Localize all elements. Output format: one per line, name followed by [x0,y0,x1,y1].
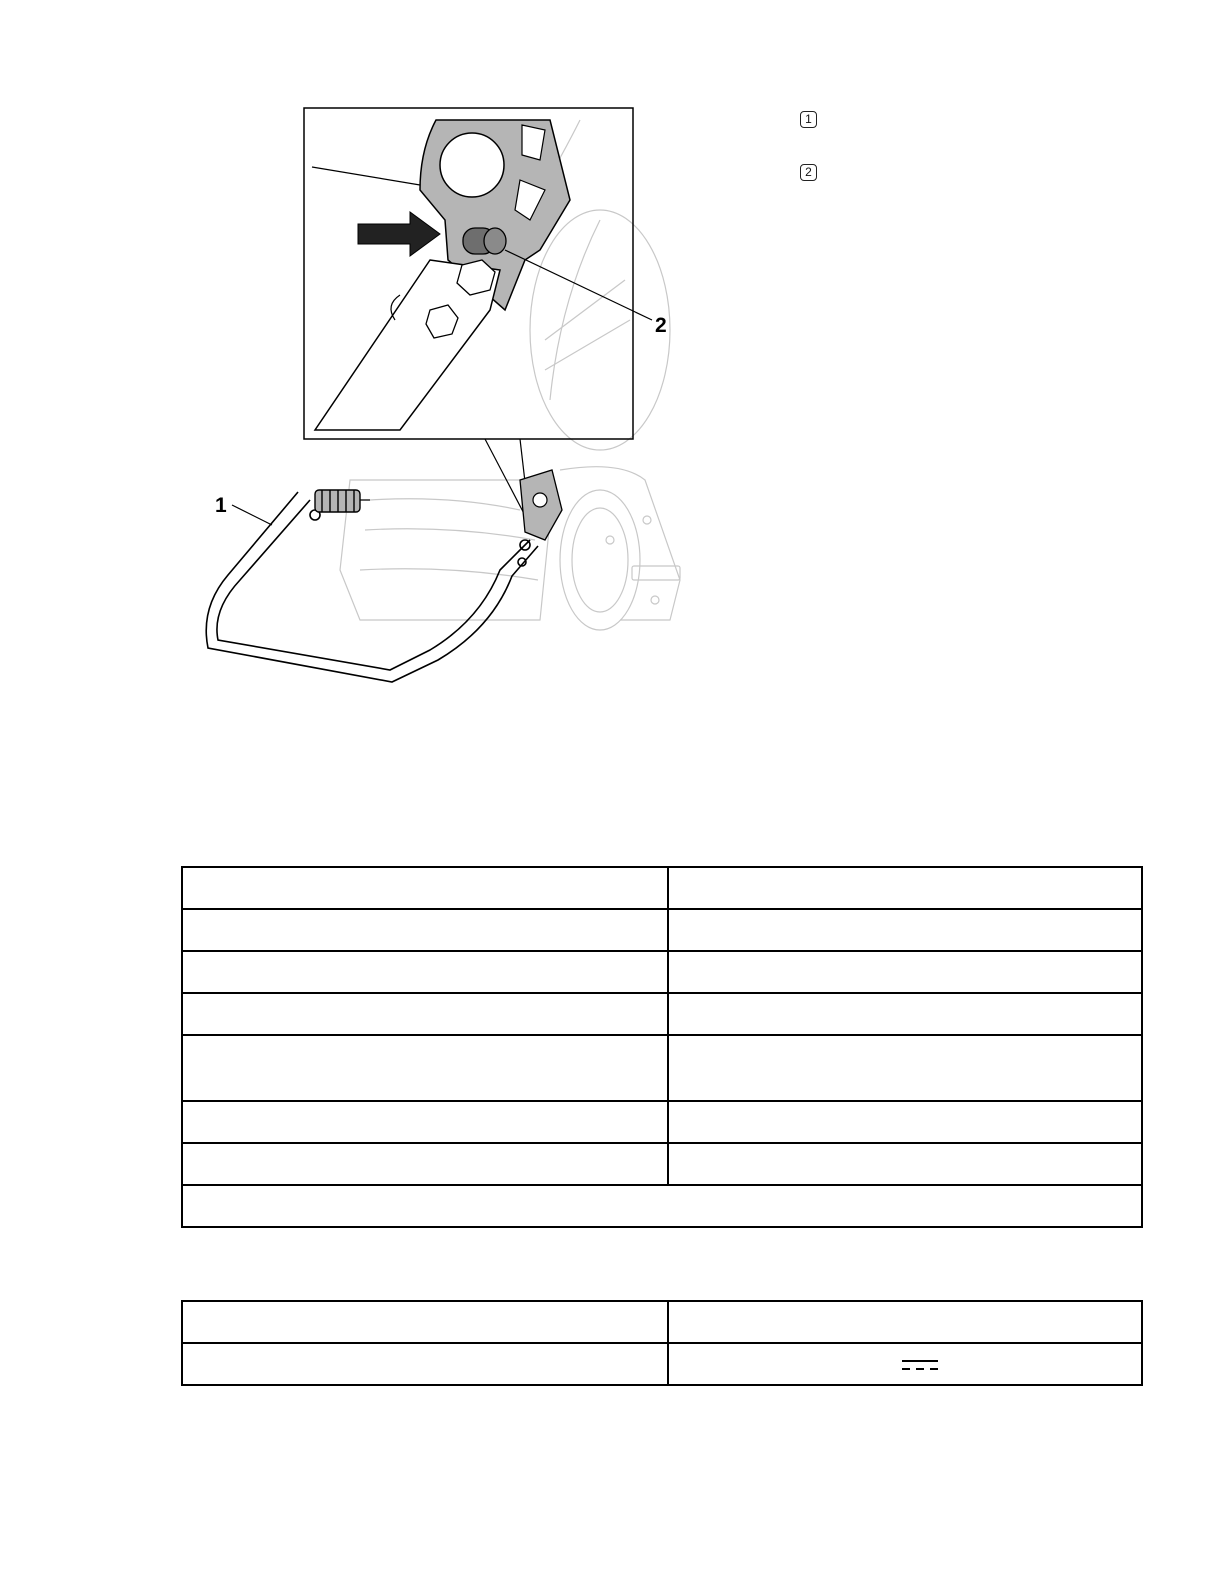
table-cell [668,1101,1142,1143]
table-row [182,1143,1142,1185]
table-cell-symbol [668,1343,1142,1385]
table-cell [182,993,668,1035]
table-footer-row [182,1185,1142,1227]
table-row [182,867,1142,909]
specifications-table [181,866,1143,1228]
table-cell [668,1143,1142,1185]
push-arrow-icon [358,212,440,256]
table-row [182,1301,1142,1343]
table-cell [182,1343,668,1385]
table-row [182,993,1142,1035]
table-footer-cell [182,1185,1142,1227]
electrical-table [181,1300,1143,1386]
table-row [182,1343,1142,1385]
table-cell [182,1035,668,1101]
table-cell [668,1035,1142,1101]
kickstand-bar [206,492,538,682]
table-cell [668,867,1142,909]
table-row [182,909,1142,951]
leader-line-1-inset [312,167,420,185]
table-cell [668,951,1142,993]
table-row [182,951,1142,993]
inset-arm [315,260,500,430]
legend-badge-2: 2 [800,164,817,181]
table-cell [668,1301,1142,1343]
table-cell [668,909,1142,951]
leader-line-1 [232,505,272,525]
figure [200,100,700,700]
callout-2: 2 [655,314,667,337]
table-cell [182,909,668,951]
table-row [182,1035,1142,1101]
spring [315,490,360,512]
pin-icon [463,228,506,254]
side-bracket [520,470,562,540]
table-row [182,1101,1142,1143]
table-cell [668,993,1142,1035]
callout-1: 1 [215,494,227,517]
legend-item [800,106,1100,132]
table-cell [182,951,668,993]
figure-drawing [200,100,700,700]
leader-line-2 [505,250,652,320]
table-cell [182,1301,668,1343]
dc-current-symbol-icon [901,1358,939,1372]
table-cell [182,867,668,909]
legend-badge-1: 1 [800,111,817,128]
legend-item [800,159,1100,185]
table-cell [182,1101,668,1143]
table-cell [182,1143,668,1185]
legend [800,106,1100,212]
